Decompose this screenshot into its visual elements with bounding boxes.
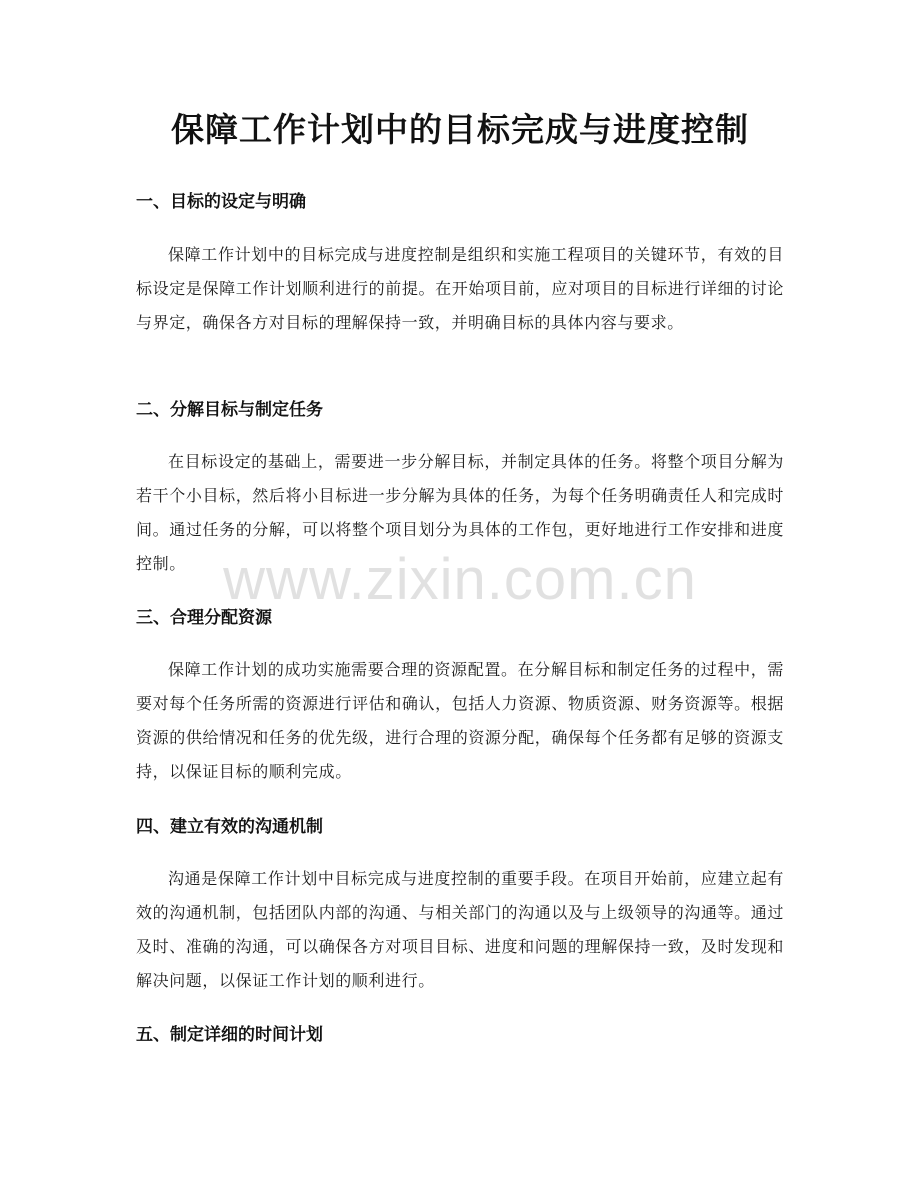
section-heading-5: 五、制定详细的时间计划 bbox=[136, 1025, 323, 1045]
section-heading-4: 四、建立有效的沟通机制 bbox=[136, 817, 323, 837]
section-paragraph-3: 保障工作计划的成功实施需要合理的资源配置。在分解目标和制定任务的过程中，需要对每个任务所需的资源进行评估和确认，包括人力资源、物质资源、财务资源等。根据资源的供给情况和任务的优先级，进行合理的资源分配，确保每个任务都有足够的资源支持，以保证目标的顺利完成。 bbox=[136, 660, 784, 781]
section-paragraph-2: 在目标设定的基础上，需要进一步分解目标，并制定具体的任务。将整个项目分解为若干个小目标，然后将小目标进一步分解为具体的任务，为每个任务明确责任人和完成时间。通过任务的分解，可以将整个项目划分为具体的工作包，更好地进行工作安排和进度控制。 bbox=[136, 452, 784, 573]
document-title: 保障工作计划中的目标完成与进度控制 bbox=[171, 110, 749, 149]
section-heading-1: 一、目标的设定与明确 bbox=[136, 192, 306, 212]
section-heading-3: 三、合理分配资源 bbox=[136, 608, 272, 628]
watermark: www.zixin.com.cn bbox=[223, 547, 697, 612]
section-paragraph-1: 保障工作计划中的目标完成与进度控制是组织和实施工程项目的关键环节，有效的目标设定是保障工作计划顺利进行的前提。在开始项目前，应对项目的目标进行详细的讨论与界定，确保各方对目标的理解保持一致，并明确目标的具体内容与要求。 bbox=[136, 245, 784, 332]
section-paragraph-4: 沟通是保障工作计划中目标完成与进度控制的重要手段。在项目开始前，应建立起有效的沟通机制，包括团队内部的沟通、与相关部门的沟通以及与上级领导的沟通等。通过及时、准确的沟通，可以确保各方对项目目标、进度和问题的理解保持一致，及时发现和解决问题，以保证工作计划的顺利进行。 bbox=[136, 869, 784, 990]
section-heading-2: 二、分解目标与制定任务 bbox=[136, 400, 323, 420]
